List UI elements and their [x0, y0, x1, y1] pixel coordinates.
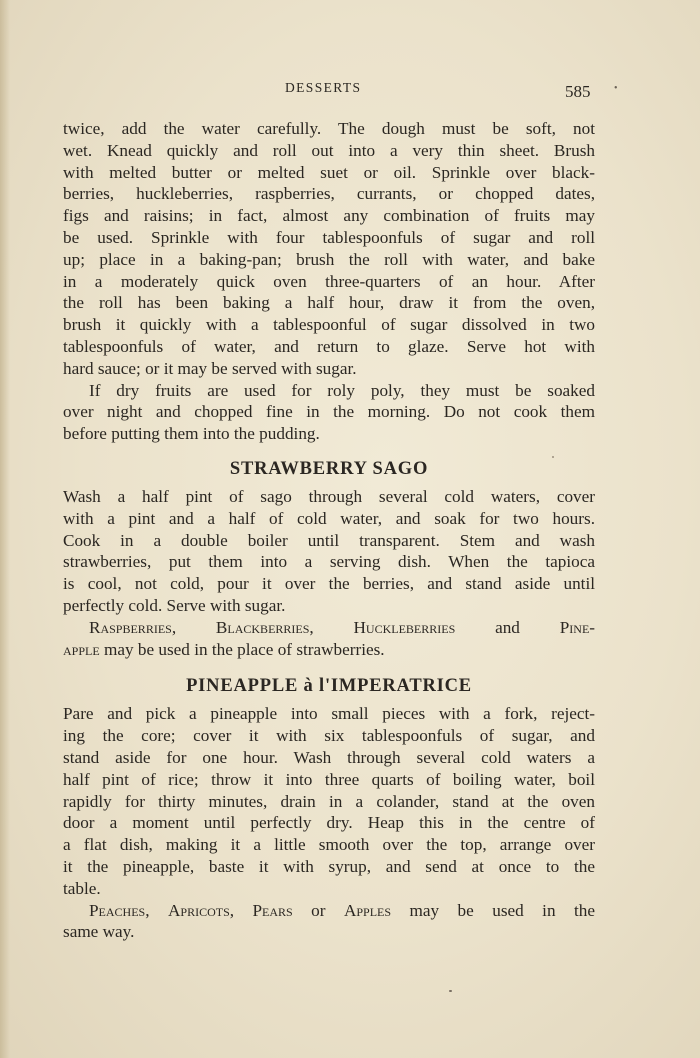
variation-text: and: [455, 617, 560, 637]
paragraph-line: Cook in a double boiler until transparent. Stem and wash: [63, 530, 595, 550]
variation-text: may be used in the place of strawberries.: [99, 639, 385, 659]
paragraph-line: ing the core; cover it with six tablespoonfuls of sugar, and: [63, 726, 595, 746]
variation-fruit: Apples: [343, 900, 392, 920]
paragraph-line: table.: [63, 878, 101, 898]
variation-line: [63, 639, 595, 661]
paragraph-line: brush it quickly with a tablespoonful of sugar dissolved in two: [63, 315, 595, 335]
paragraph-line: hard sauce; or it may be served with sugar.: [63, 358, 357, 378]
paragraph-line: it the pineapple, baste it with syrup, and send at once to the: [63, 856, 595, 876]
note-line: If dry fruits are used for roly poly, they must be soaked: [89, 380, 595, 400]
variation-fruit: apple: [63, 639, 100, 659]
paragraph-line: twice, add the water carefully. The dough must be soft, not: [63, 119, 595, 138]
variation-fruit: Pine-: [559, 617, 595, 637]
paragraph-line: door a moment until perfectly dry. Heap this in the centre of: [63, 813, 595, 833]
recipe-strawberry-sago: [63, 457, 595, 660]
paragraph-line: the roll has been baking a half hour, draw it from the oven,: [63, 293, 595, 313]
paragraph-line: Wash a half pint of sago through several cold waters, cover: [63, 486, 595, 506]
paragraph-line: in a moderately quick oven three-quarters of an hour. After: [63, 271, 595, 291]
variation-fruits: Raspberries, Blackberries, Huckleberries: [89, 617, 456, 637]
paragraph-line: figs and raisins; in fact, almost any combination of fruits may: [63, 206, 595, 226]
variation-line: [63, 900, 595, 922]
variation-text: may be used in the: [391, 900, 595, 920]
note-line: over night and chopped fine in the morning. Do not cook them: [63, 402, 595, 422]
ink-speck: •: [614, 83, 618, 94]
paragraph-line: a flat dish, making it a little smooth over the top, arrange over: [63, 835, 595, 855]
recipe-heading: STRAWBERRY SAGO: [229, 458, 429, 479]
variation-fruit: Peaches: [89, 900, 146, 920]
paragraph-line: tablespoonfuls of water, and return to glaze. Serve hot with: [63, 336, 595, 356]
variation-fruit: Apricots: [167, 900, 230, 920]
page-number: 585: [565, 82, 591, 101]
running-head: [0, 80, 650, 100]
variation-text: or: [292, 900, 344, 920]
paragraph-line: with a pint and a half of cold water, and soak for two hours.: [63, 508, 595, 528]
text-block: [63, 118, 595, 943]
paragraph-line: rapidly for thirty minutes, drain in a colander, stand at the oven: [63, 791, 595, 811]
paragraph-line: half pint of rice; throw it into three quarts of boiling water, boil: [63, 769, 595, 789]
ink-speck: [552, 456, 554, 458]
paragraph-line: Pare and pick a pineapple into small pieces with a fork, reject-: [63, 704, 595, 724]
variation-text: ,: [229, 900, 253, 920]
paragraph-line: with melted butter or melted suet or oil. Sprinkle over black-: [63, 162, 595, 182]
recipe-heading: PINEAPPLE à l'IMPERATRICE: [186, 676, 472, 697]
paragraph-line: stand aside for one hour. Wash through several cold waters a: [63, 747, 595, 767]
paragraph-line: is cool, not cold, pour it over the berries, and stand aside until: [63, 574, 595, 594]
variation-line: same way.: [63, 922, 135, 942]
ink-speck: [449, 990, 452, 992]
variation-fruit: Pears: [252, 900, 293, 920]
paragraph-line: up; place in a baking-pan; brush the roll with water, and bake: [63, 249, 595, 269]
paragraph-line: berries, huckleberries, raspberries, currants, or chopped dates,: [63, 184, 595, 204]
paragraph-line: strawberries, put them into a serving dish. When the tapioca: [63, 552, 595, 572]
paragraph-line: wet. Knead quickly and roll out into a very thin sheet. Brush: [63, 140, 595, 160]
variation-text: ,: [145, 900, 168, 920]
note-line: before putting them into the pudding.: [63, 424, 320, 444]
page-edge-shadow: [0, 0, 10, 1058]
paragraph-line: be used. Sprinkle with four tablespoonfuls of sugar and roll: [63, 227, 595, 247]
running-head-title: DESSERTS: [285, 80, 362, 95]
recipe-pineapple-imperatrice: [63, 674, 595, 943]
variation-line: [63, 617, 595, 639]
paragraph-line: perfectly cold. Serve with sugar.: [63, 595, 286, 615]
roly-poly-continuation: [63, 118, 595, 445]
